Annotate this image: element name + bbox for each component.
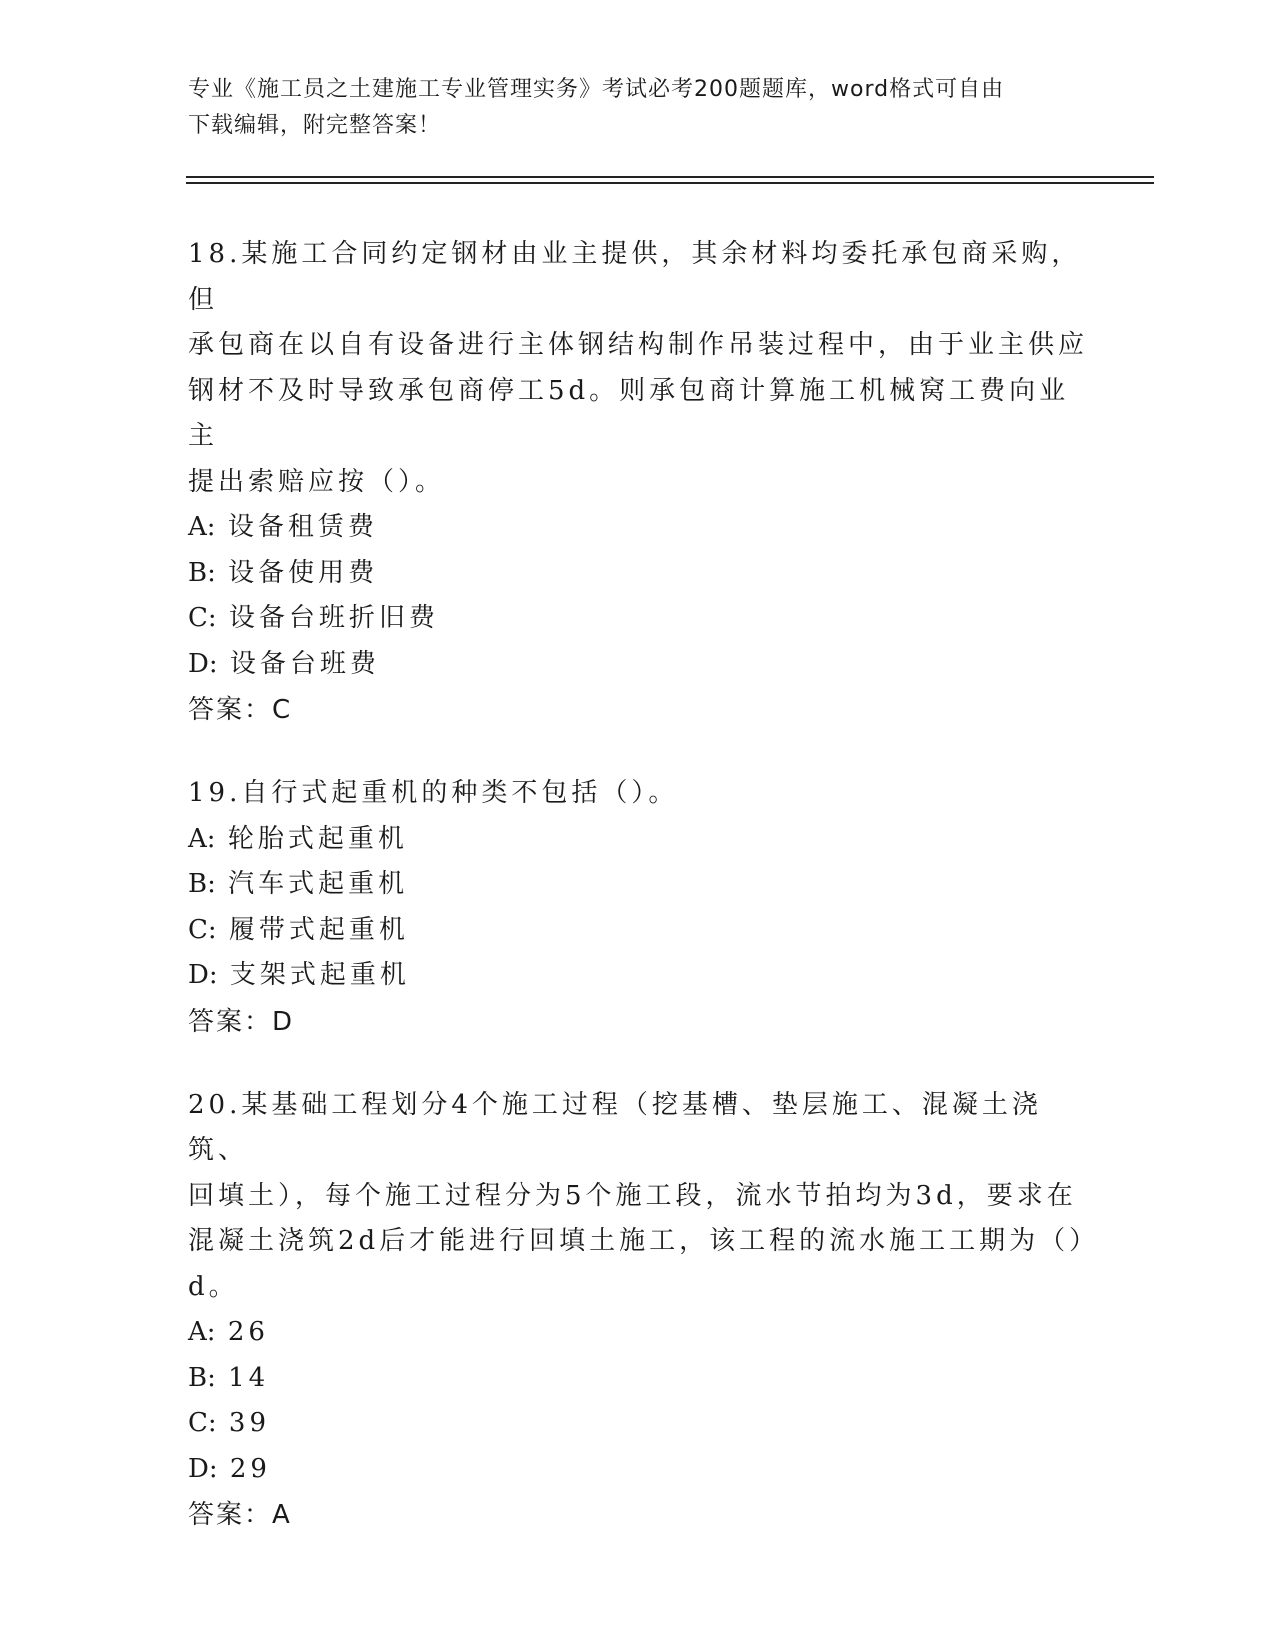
option-text: 设备租赁费 [227,512,378,542]
option-letter: A: [188,512,216,542]
option-letter: C: [188,603,217,633]
question-18-line-1: 18.某施工合同约定钢材由业主提供，其余材料均委托承包商采购，但 [188,239,1082,315]
option-letter: B: [188,1362,216,1393]
option-text: 轮胎式起重机 [227,823,408,854]
option-text: 设备使用费 [228,557,379,588]
option-text: 14 [228,1362,270,1393]
question-18-option-c [188,596,1088,642]
question-18 [188,232,1088,733]
question-20-option-b [188,1356,1088,1402]
question-19-option-b [188,862,1088,908]
option-text: 汽车式起重机 [228,869,409,899]
question-19 [188,771,1088,1045]
question-20-option-a [188,1310,1088,1356]
question-19-line-1: 19.自行式起重机的种类不包括（）。 [188,778,679,808]
question-20-option-d [188,1447,1088,1493]
option-letter: A: [188,823,216,854]
question-19-option-a [188,817,1088,863]
option-letter: B: [188,869,216,899]
question-20-line-1: 20.某基础工程划分4个施工过程（挖基槽、垫层施工、混凝土浇筑、 [188,1089,1042,1165]
header-line-1: 专业《施工员之土建施工专业管理实务》考试必考200题题库，word格式可自由 [188,77,1005,102]
option-letter: C: [188,1408,217,1438]
header-divider-bottom [186,182,1154,184]
option-letter: C: [188,914,217,945]
header-line-2: 下载编辑，附完整答案！ [188,113,442,138]
question-20-answer: 答案：A [188,1500,292,1530]
option-text: 履带式起重机 [228,914,409,945]
question-20-line-2: 回填土），每个施工过程分为5个施工段，流水节拍均为3d，要求在 [188,1180,1077,1211]
question-20-option-c [188,1401,1088,1447]
question-20 [188,1083,1100,1539]
option-text: 26 [227,1317,269,1347]
question-18-option-b [188,551,1088,597]
question-18-line-2: 承包商在以自有设备进行主体钢结构制作吊装过程中，由于业主供应 [188,330,1089,360]
question-19-option-d [188,953,1088,999]
option-letter: A: [188,1317,216,1347]
option-letter: D: [188,648,218,679]
option-text: 设备台班折旧费 [228,603,439,633]
option-text: 29 [229,1453,271,1484]
question-20-line-4: d。 [188,1271,239,1302]
option-text: 支架式起重机 [229,960,410,990]
question-19-answer: 答案：D [188,1006,295,1037]
question-20-line-3: 混凝土浇筑2d后才能进行回填土施工，该工程的流水施工工期为（） [188,1226,1100,1256]
question-18-answer: 答案：C [188,695,293,725]
question-19-option-c [188,908,1088,954]
question-18-option-d [188,642,1088,688]
question-list [188,232,1100,1576]
option-letter: B: [188,557,216,588]
question-18-option-a [188,505,1088,551]
question-18-line-3: 钢材不及时导致承包商停工5d。则承包商计算施工机械窝工费向业主 [188,375,1070,451]
question-18-line-4: 提出索赔应按（）。 [188,466,446,497]
document-header [188,72,1088,144]
option-text: 设备台班费 [229,648,380,679]
option-letter: D: [188,960,218,990]
option-text: 39 [228,1408,271,1438]
header-divider-top [186,176,1154,178]
option-letter: D: [188,1453,218,1484]
